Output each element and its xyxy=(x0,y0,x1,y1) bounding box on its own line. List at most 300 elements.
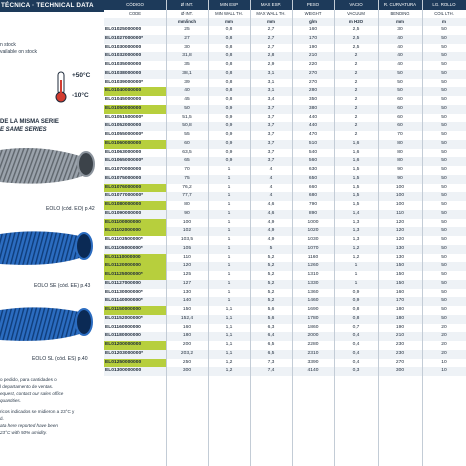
table-cell: 50 xyxy=(441,149,447,155)
table-cell: 50 xyxy=(441,44,447,50)
table-cell: 90 xyxy=(184,210,190,216)
column-header-es: LG. ROLLO xyxy=(432,2,456,7)
table-cell: 2,5 xyxy=(352,44,360,50)
table-cell: 1860 xyxy=(307,324,319,330)
table-cell: 50 xyxy=(441,88,447,94)
column-header-en: CODE xyxy=(128,10,142,16)
product-code: EL01140000000* xyxy=(105,298,143,304)
table-cell: 27 xyxy=(184,35,190,41)
table-cell: 650 xyxy=(308,175,318,181)
table-cell: 1,2 xyxy=(352,254,360,260)
product-code: EL01060000000 xyxy=(104,140,167,149)
table-cell: 1,2 xyxy=(225,368,233,374)
table-row xyxy=(104,271,466,280)
table-cell: 300 xyxy=(182,368,192,374)
product-code: EL01203000000* xyxy=(105,350,144,356)
column-header-en: VACUUM xyxy=(347,10,365,16)
table-row xyxy=(104,359,466,368)
table-cell: 1 xyxy=(227,298,231,304)
table-row xyxy=(104,44,466,53)
table-cell: 1,1 xyxy=(225,342,233,347)
table-cell: 0,8 xyxy=(225,79,233,85)
product-code: EL01200000000 xyxy=(104,341,167,350)
table-cell: 170 xyxy=(395,298,405,304)
table-cell: 0,8 xyxy=(225,62,233,67)
product-code: EL01080000000 xyxy=(104,201,167,210)
table-row xyxy=(104,219,466,228)
table-cell: 1,5 xyxy=(352,167,360,172)
table-cell: 70 xyxy=(184,167,190,172)
hose-image-eolo-se xyxy=(0,224,104,280)
product-code: EL01076000000 xyxy=(104,184,167,193)
table-cell: 140 xyxy=(182,298,192,304)
table-cell: 50 xyxy=(441,219,447,225)
table-row xyxy=(104,367,466,376)
table-cell: 38,1 xyxy=(182,70,192,76)
table-cell: 180 xyxy=(395,307,405,312)
note-line: equest, contact our sales office xyxy=(0,391,64,396)
table-cell: 1,1 xyxy=(225,350,233,356)
table-cell: 160 xyxy=(182,324,192,330)
table-cell: 150 xyxy=(395,280,405,286)
table-cell: 4140 xyxy=(307,368,319,374)
table-cell: 1,5 xyxy=(352,175,360,181)
table-row xyxy=(104,315,466,324)
table-cell: 50 xyxy=(441,289,447,295)
table-cell: 102 xyxy=(182,228,192,234)
table-row xyxy=(104,324,466,333)
table-cell: 1,3 xyxy=(352,228,360,234)
table-cell: 150 xyxy=(395,272,405,277)
table-cell: 0,9 xyxy=(225,105,233,111)
table-row xyxy=(104,26,466,35)
thermometer-icon xyxy=(52,70,70,104)
product-code: EL01051500000* xyxy=(105,114,144,120)
table-cell: 50 xyxy=(441,105,447,111)
table-cell: 30 xyxy=(397,27,403,32)
table-row xyxy=(104,131,466,140)
table-cell: 0,8 xyxy=(352,315,360,321)
product-code: EL01038000000 xyxy=(105,70,142,76)
technical-data-table xyxy=(104,0,466,466)
product-code: EL01045000000 xyxy=(105,97,142,102)
table-cell: 2,9 xyxy=(267,62,275,67)
table-cell: 230 xyxy=(395,342,405,347)
table-cell: 0,9 xyxy=(352,298,360,304)
table-cell: 4,9 xyxy=(267,237,275,242)
table-cell: 470 xyxy=(308,132,318,137)
product-code: EL01150000000 xyxy=(104,306,167,315)
note-line: 23°C with 50% umidity. xyxy=(0,430,47,435)
table-cell: 50 xyxy=(441,53,447,59)
table-cell: 2000 xyxy=(307,333,319,339)
product-code: EL01105000000* xyxy=(105,245,143,251)
table-cell: 7,4 xyxy=(267,368,275,374)
table-cell: 4 xyxy=(269,193,273,199)
table-row xyxy=(104,210,466,219)
table-cell: 5,2 xyxy=(267,272,275,277)
table-cell: 35 xyxy=(184,62,190,67)
table-cell: 350 xyxy=(308,97,318,102)
table-cell: 100 xyxy=(395,184,405,190)
column-divider xyxy=(208,0,209,466)
table-cell: 60 xyxy=(184,140,190,146)
table-cell: 0,9 xyxy=(225,132,233,137)
table-cell: 80 xyxy=(184,202,190,207)
hose-image-eolo-sl xyxy=(0,302,104,354)
table-cell: 180 xyxy=(182,333,192,339)
table-cell: 230 xyxy=(395,350,405,356)
column-header-en: Ø INT. xyxy=(181,10,193,16)
table-cell: 630 xyxy=(308,167,318,172)
table-cell: 1 xyxy=(227,280,231,286)
table-cell: 55 xyxy=(184,132,190,137)
product-code: EL01063000000 xyxy=(105,149,142,155)
table-cell: 2,7 xyxy=(267,35,275,41)
table-cell: 5,2 xyxy=(267,254,275,260)
table-cell: 50 xyxy=(441,193,447,199)
column-unit: m xyxy=(442,18,446,24)
table-cell: 250 xyxy=(182,359,192,365)
table-cell: 0,9 xyxy=(225,140,233,146)
table-cell: 170 xyxy=(308,35,318,41)
product-code: EL01032000000 xyxy=(105,53,142,59)
table-cell: 1 xyxy=(227,289,231,295)
table-cell: 50 xyxy=(441,272,447,277)
table-row xyxy=(104,341,466,350)
table-cell: 120 xyxy=(395,219,405,225)
table-cell: 1330 xyxy=(307,280,319,286)
table-cell: 1,5 xyxy=(352,184,360,190)
table-cell: 1780 xyxy=(307,315,319,321)
table-cell: 5,2 xyxy=(267,263,275,269)
table-cell: 20 xyxy=(441,333,447,339)
table-cell: 3,7 xyxy=(267,140,275,146)
product-code: EL01077000000* xyxy=(105,193,144,199)
series-title-en: E SAME SERIES xyxy=(0,127,47,133)
table-cell: 50 xyxy=(397,79,403,85)
table-cell: 1 xyxy=(227,167,231,172)
table-row xyxy=(104,350,466,359)
table-cell: 1,1 xyxy=(225,324,233,330)
table-cell: 1,5 xyxy=(352,193,360,199)
table-cell: 1 xyxy=(354,263,358,269)
table-cell: 3,7 xyxy=(267,149,275,155)
table-cell: 2 xyxy=(354,123,358,129)
hose-label-eolo: EOLO (cód. EO) p.42 xyxy=(46,206,95,212)
table-cell: 160 xyxy=(395,289,405,295)
table-cell: 3,1 xyxy=(267,88,275,94)
product-code: EL01250000000 xyxy=(104,359,167,368)
table-cell: 1,6 xyxy=(352,140,360,146)
table-cell: 1030 xyxy=(307,237,319,242)
table-cell: 380 xyxy=(308,105,318,111)
table-cell: 1,6 xyxy=(352,149,360,155)
table-cell: 6,5 xyxy=(267,342,275,347)
table-cell: 2 xyxy=(354,105,358,111)
table-cell: 180 xyxy=(395,315,405,321)
hose-label-eolo-sl: EOLO SL (cód. ES) p.40 xyxy=(32,356,88,362)
table-cell: 3390 xyxy=(307,359,319,365)
table-row xyxy=(104,254,466,263)
column-header-es: R. CURVATURA xyxy=(383,2,417,7)
table-cell: 50 xyxy=(441,202,447,207)
table-cell: 4,6 xyxy=(267,210,275,216)
column-divider xyxy=(250,0,251,466)
column-header-en: BENDING xyxy=(390,10,410,16)
table-cell: 63,5 xyxy=(182,149,192,155)
table-cell: 2280 xyxy=(307,342,319,347)
table-cell: 1 xyxy=(354,280,358,286)
product-code: EL01100000000 xyxy=(104,219,167,228)
table-row xyxy=(104,70,466,79)
table-cell: 110 xyxy=(396,210,404,216)
table-cell: 50 xyxy=(441,263,447,269)
note-line: d. xyxy=(0,416,4,421)
table-cell: 65 xyxy=(184,158,190,164)
table-cell: 20 xyxy=(441,342,447,347)
table-row xyxy=(104,105,466,114)
table-cell: 1 xyxy=(227,184,231,190)
table-cell: 50 xyxy=(441,79,447,85)
table-row xyxy=(104,166,466,175)
table-cell: 4,9 xyxy=(267,219,275,225)
table-cell: 76,2 xyxy=(182,184,192,190)
table-cell: 1360 xyxy=(307,289,319,295)
table-header-es xyxy=(104,0,466,10)
product-code: EL01130000000* xyxy=(105,289,143,295)
note-line: l departamento de ventas. xyxy=(0,384,54,389)
column-header-es: Ø INT. xyxy=(180,2,194,7)
column-header-en: COIL LTH. xyxy=(434,10,454,16)
temp-min: -10°C xyxy=(72,92,89,99)
table-cell: 190 xyxy=(395,324,405,330)
stock-line-1: n stock xyxy=(0,42,16,48)
table-cell: 4,9 xyxy=(267,228,275,234)
product-code: EL01065000000* xyxy=(105,158,144,164)
product-code: EL01040000000 xyxy=(104,87,167,96)
table-cell: 1460 xyxy=(307,298,319,304)
column-divider xyxy=(166,0,167,466)
product-code: EL01110000000 xyxy=(104,254,167,263)
table-cell: 5,6 xyxy=(267,307,275,312)
table-cell: 50 xyxy=(441,254,447,260)
table-cell: 50 xyxy=(441,123,447,129)
product-code: EL01039000000* xyxy=(105,79,144,85)
table-row xyxy=(104,35,466,44)
table-cell: 2,7 xyxy=(267,44,275,50)
table-cell: 50 xyxy=(441,114,447,120)
table-cell: 1 xyxy=(227,263,231,269)
table-cell: 130 xyxy=(395,245,405,251)
table-cell: 220 xyxy=(308,62,318,67)
product-code: EL01025000000 xyxy=(105,27,142,32)
note-line: ata here reported have been xyxy=(0,423,58,428)
table-cell: 1,1 xyxy=(225,307,233,312)
table-cell: 120 xyxy=(395,237,405,242)
table-cell: 50 xyxy=(441,184,447,190)
table-cell: 2,5 xyxy=(352,27,360,32)
table-cell: 270 xyxy=(395,359,405,365)
table-cell: 2,7 xyxy=(267,27,275,32)
stock-line-2: vailable on stock xyxy=(0,49,37,55)
table-cell: 1,1 xyxy=(225,315,233,321)
table-cell: 60 xyxy=(397,123,403,129)
table-cell: 110 xyxy=(183,254,191,260)
table-row xyxy=(104,157,466,166)
table-cell: 6,5 xyxy=(267,350,275,356)
table-cell: 150 xyxy=(395,263,405,269)
product-code: EL01035000000 xyxy=(105,62,142,67)
table-cell: 3,1 xyxy=(267,79,275,85)
table-cell: 90 xyxy=(397,175,403,181)
column-header-en: MIN WALL TH. xyxy=(215,10,243,16)
table-cell: 50 xyxy=(441,27,447,32)
column-divider xyxy=(334,0,335,466)
table-cell: 440 xyxy=(308,114,318,120)
temp-max: +50°C xyxy=(72,72,91,79)
hose-image-eolo xyxy=(0,142,104,202)
table-cell: 0,8 xyxy=(225,97,233,102)
table-cell: 0,4 xyxy=(352,342,360,347)
table-cell: 2 xyxy=(354,132,358,137)
product-code: EL01152000000* xyxy=(105,315,143,321)
table-cell: 160 xyxy=(308,27,318,32)
table-cell: 300 xyxy=(395,368,405,374)
column-header-es: MIN ESP xyxy=(219,2,239,7)
table-cell: 1 xyxy=(227,245,231,251)
table-cell: 1 xyxy=(354,272,358,277)
table-cell: 0,9 xyxy=(225,123,233,129)
table-cell: 100 xyxy=(395,202,405,207)
table-cell: 40 xyxy=(397,53,403,59)
note-line: o pedido, para cantidades o xyxy=(0,377,57,382)
table-cell: 105 xyxy=(182,245,192,251)
table-cell: 6,4 xyxy=(267,333,275,339)
column-header-es: PESO xyxy=(306,2,320,7)
table-cell: 50 xyxy=(397,88,403,94)
table-cell: 50 xyxy=(441,140,447,146)
column-unit: m H2O xyxy=(348,18,364,24)
product-code: EL01102000000 xyxy=(104,227,167,236)
table-row xyxy=(104,236,466,245)
table-header-units xyxy=(104,18,466,27)
table-cell: 127 xyxy=(182,280,192,286)
table-cell: 50 xyxy=(441,167,447,172)
table-cell: 0,4 xyxy=(352,333,360,339)
table-cell: 1260 xyxy=(307,263,319,269)
table-row xyxy=(104,96,466,105)
table-cell: 2 xyxy=(354,97,358,102)
table-row xyxy=(104,192,466,201)
table-cell: 190 xyxy=(308,44,318,50)
table-cell: 4 xyxy=(269,167,273,172)
table-cell: 1,6 xyxy=(352,158,360,164)
table-cell: 3,7 xyxy=(267,123,275,129)
table-cell: 210 xyxy=(308,53,318,59)
table-cell: 5,6 xyxy=(267,315,275,321)
table-row xyxy=(104,79,466,88)
table-cell: 1 xyxy=(227,210,231,216)
table-cell: 51,5 xyxy=(182,114,192,120)
product-code: EL01120000000 xyxy=(104,262,167,271)
product-code: EL01070000000 xyxy=(105,167,142,172)
table-cell: 80 xyxy=(397,158,403,164)
table-cell: 75 xyxy=(184,175,190,181)
table-row xyxy=(104,140,466,149)
table-cell: 2 xyxy=(354,114,358,120)
table-cell: 80 xyxy=(397,149,403,155)
table-cell: 50 xyxy=(397,70,403,76)
table-cell: 0,7 xyxy=(352,324,360,330)
table-cell: 0,8 xyxy=(225,27,233,32)
table-cell: 3,1 xyxy=(267,70,275,76)
table-cell: 680 xyxy=(308,193,318,199)
table-row xyxy=(104,289,466,298)
table-cell: 3,7 xyxy=(267,158,275,164)
table-cell: 90 xyxy=(397,167,403,172)
table-cell: 0,8 xyxy=(225,35,233,41)
table-cell: 0,4 xyxy=(352,350,360,356)
column-unit: mm xyxy=(267,18,275,24)
table-cell: 1 xyxy=(227,272,231,277)
product-code: EL01050000000 xyxy=(104,105,167,114)
column-unit: mm xyxy=(396,18,404,24)
table-cell: 4 xyxy=(269,175,273,181)
column-header-en: WEIGHT xyxy=(304,10,322,16)
table-cell: 2 xyxy=(354,70,358,76)
table-cell: 1 xyxy=(227,202,231,207)
table-cell: 60 xyxy=(397,105,403,111)
table-row xyxy=(104,87,466,96)
table-cell: 1,2 xyxy=(352,245,360,251)
table-cell: 270 xyxy=(308,70,318,76)
product-code: EL01030000000 xyxy=(105,44,142,50)
table-cell: 77,7 xyxy=(182,193,192,199)
table-cell: 100 xyxy=(182,219,192,225)
table-cell: 50 xyxy=(441,280,447,286)
table-cell: 50 xyxy=(441,315,447,321)
table-cell: 4 xyxy=(269,184,273,190)
table-row xyxy=(104,61,466,70)
table-cell: 50 xyxy=(441,70,447,76)
product-code: EL01127000000 xyxy=(105,280,141,286)
table-cell: 1 xyxy=(227,228,231,234)
table-row xyxy=(104,52,466,61)
table-cell: 31,8 xyxy=(182,53,192,59)
table-row xyxy=(104,297,466,306)
table-cell: 510 xyxy=(308,140,318,146)
note-line: ricos indicados se midieron a 23°C y xyxy=(0,409,75,414)
table-row xyxy=(104,184,466,193)
table-cell: 5,2 xyxy=(267,289,275,295)
table-row xyxy=(104,262,466,271)
table-cell: 6,3 xyxy=(267,324,275,330)
product-code: EL01300000000 xyxy=(105,368,142,374)
table-cell: 1 xyxy=(227,219,231,225)
column-divider xyxy=(292,0,293,466)
table-row xyxy=(104,175,466,184)
table-cell: 2310 xyxy=(307,350,319,356)
table-cell: 1070 xyxy=(307,245,319,251)
table-cell: 790 xyxy=(308,202,318,207)
table-cell: 0,4 xyxy=(352,359,360,365)
table-cell: 2 xyxy=(354,62,358,67)
table-cell: 0,9 xyxy=(225,149,233,155)
table-row xyxy=(104,122,466,131)
column-unit: mm/inch xyxy=(177,18,197,24)
column-header-es: CÓDIGO xyxy=(126,2,144,7)
